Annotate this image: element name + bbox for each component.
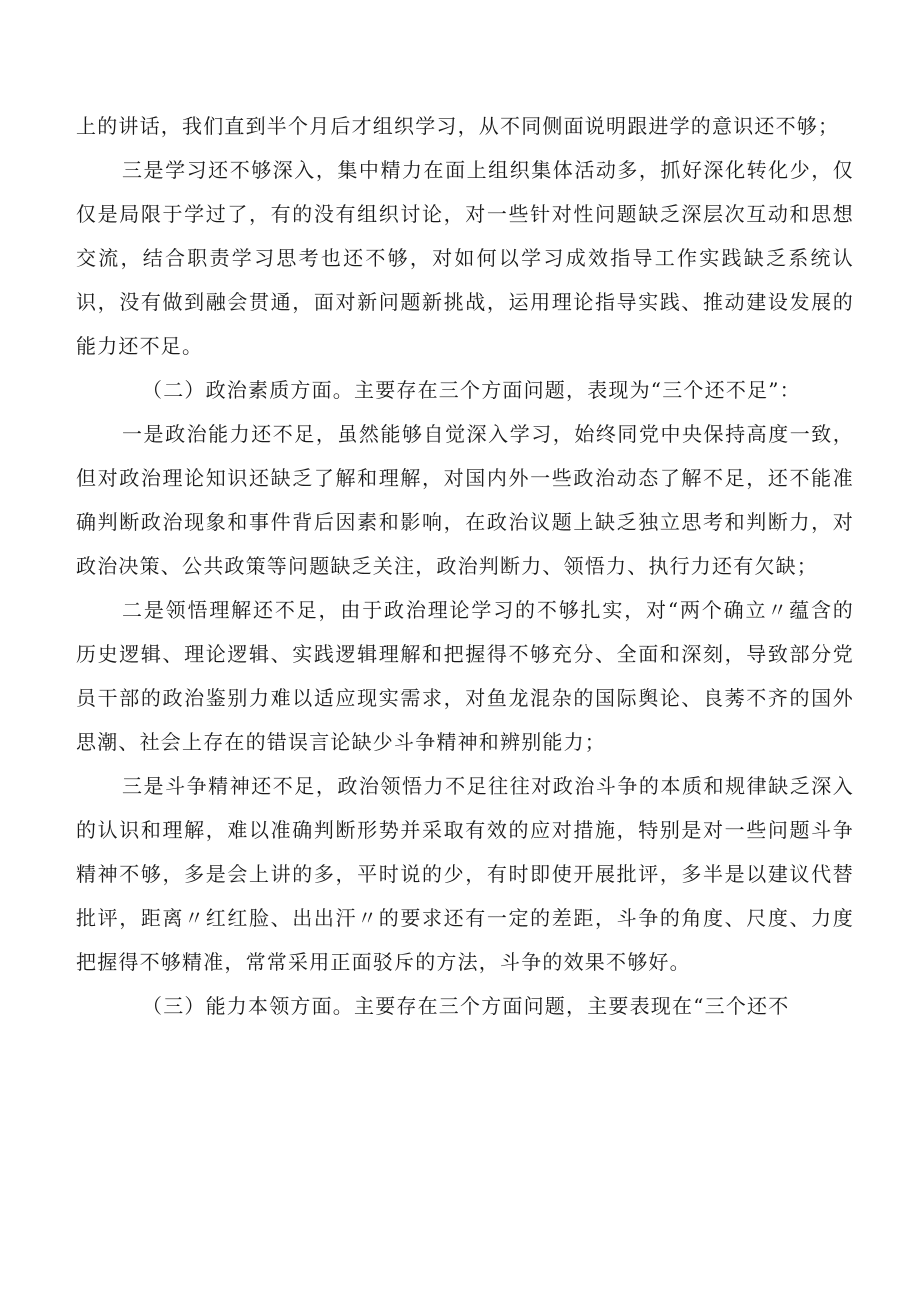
document-body	[76, 104, 854, 1028]
section-heading-ability: （三）能力本领方面。主要存在三个方面问题，主要表现在“三个还不	[142, 994, 790, 1018]
paragraph-political-ability: 一是政治能力还不足，虽然能够自觉深入学习，始终同党中央保持高度一致，但对政治理论知识还缺乏了解和理解，对国内外一些政治动态了解不足，还不能准确判断政治现象和事件背后因素和影响，在政治议题上缺乏独立思考和判断力，对政治决策、公共政策等问题缺乏关注，政治判断力、领悟力、执行力还有欠缺；	[76, 422, 854, 578]
paragraph-learning-depth: 三是学习还不够深入，集中精力在面上组织集体活动多，抓好深化转化少，仅仅是局限于学过了，有的没有组织讨论，对一些针对性问题缺乏深层次互动和思想交流，结合职责学习思考也还不够，对如何以学习成效指导工作实践缺乏系统认识，没有做到融会贯通，面对新问题新挑战，运用理论指导实践、推动建设发展的能力还不足。	[76, 158, 854, 358]
paragraph-fighting-spirit: 三是斗争精神还不足，政治领悟力不足往往对政治斗争的本质和规律缺乏深入的认识和理解，难以准确判断形势并采取有效的应对措施，特别是对一些问题斗争精神不够，多是会上讲的多，平时说的少，有时即使开展批评，多半是以建议代替批评，距离〃红红脸、出出汗〃的要求还有一定的差距，斗争的角度、尺度、力度把握得不够精准，常常采用正面驳斥的方法，斗争的效果不够好。	[76, 774, 854, 974]
section-heading-political-quality: （二）政治素质方面。主要存在三个方面问题，表现为“三个还不足”：	[142, 378, 801, 402]
paragraph-comprehension: 二是领悟理解还不足，由于政治理论学习的不够扎实，对“两个确立〃蕴含的历史逻辑、理论逻辑、实践逻辑理解和把握得不够充分、全面和深刻，导致部分党员干部的政治鉴别力难以适应现实需求，对鱼龙混杂的国际舆论、良莠不齐的国外思潮、社会上存在的错误言论缺少斗争精神和辨别能力；	[76, 598, 854, 754]
paragraph-continuation: 上的讲话，我们直到半个月后才组织学习，从不同侧面说明跟进学的意识还不够；	[76, 114, 840, 138]
